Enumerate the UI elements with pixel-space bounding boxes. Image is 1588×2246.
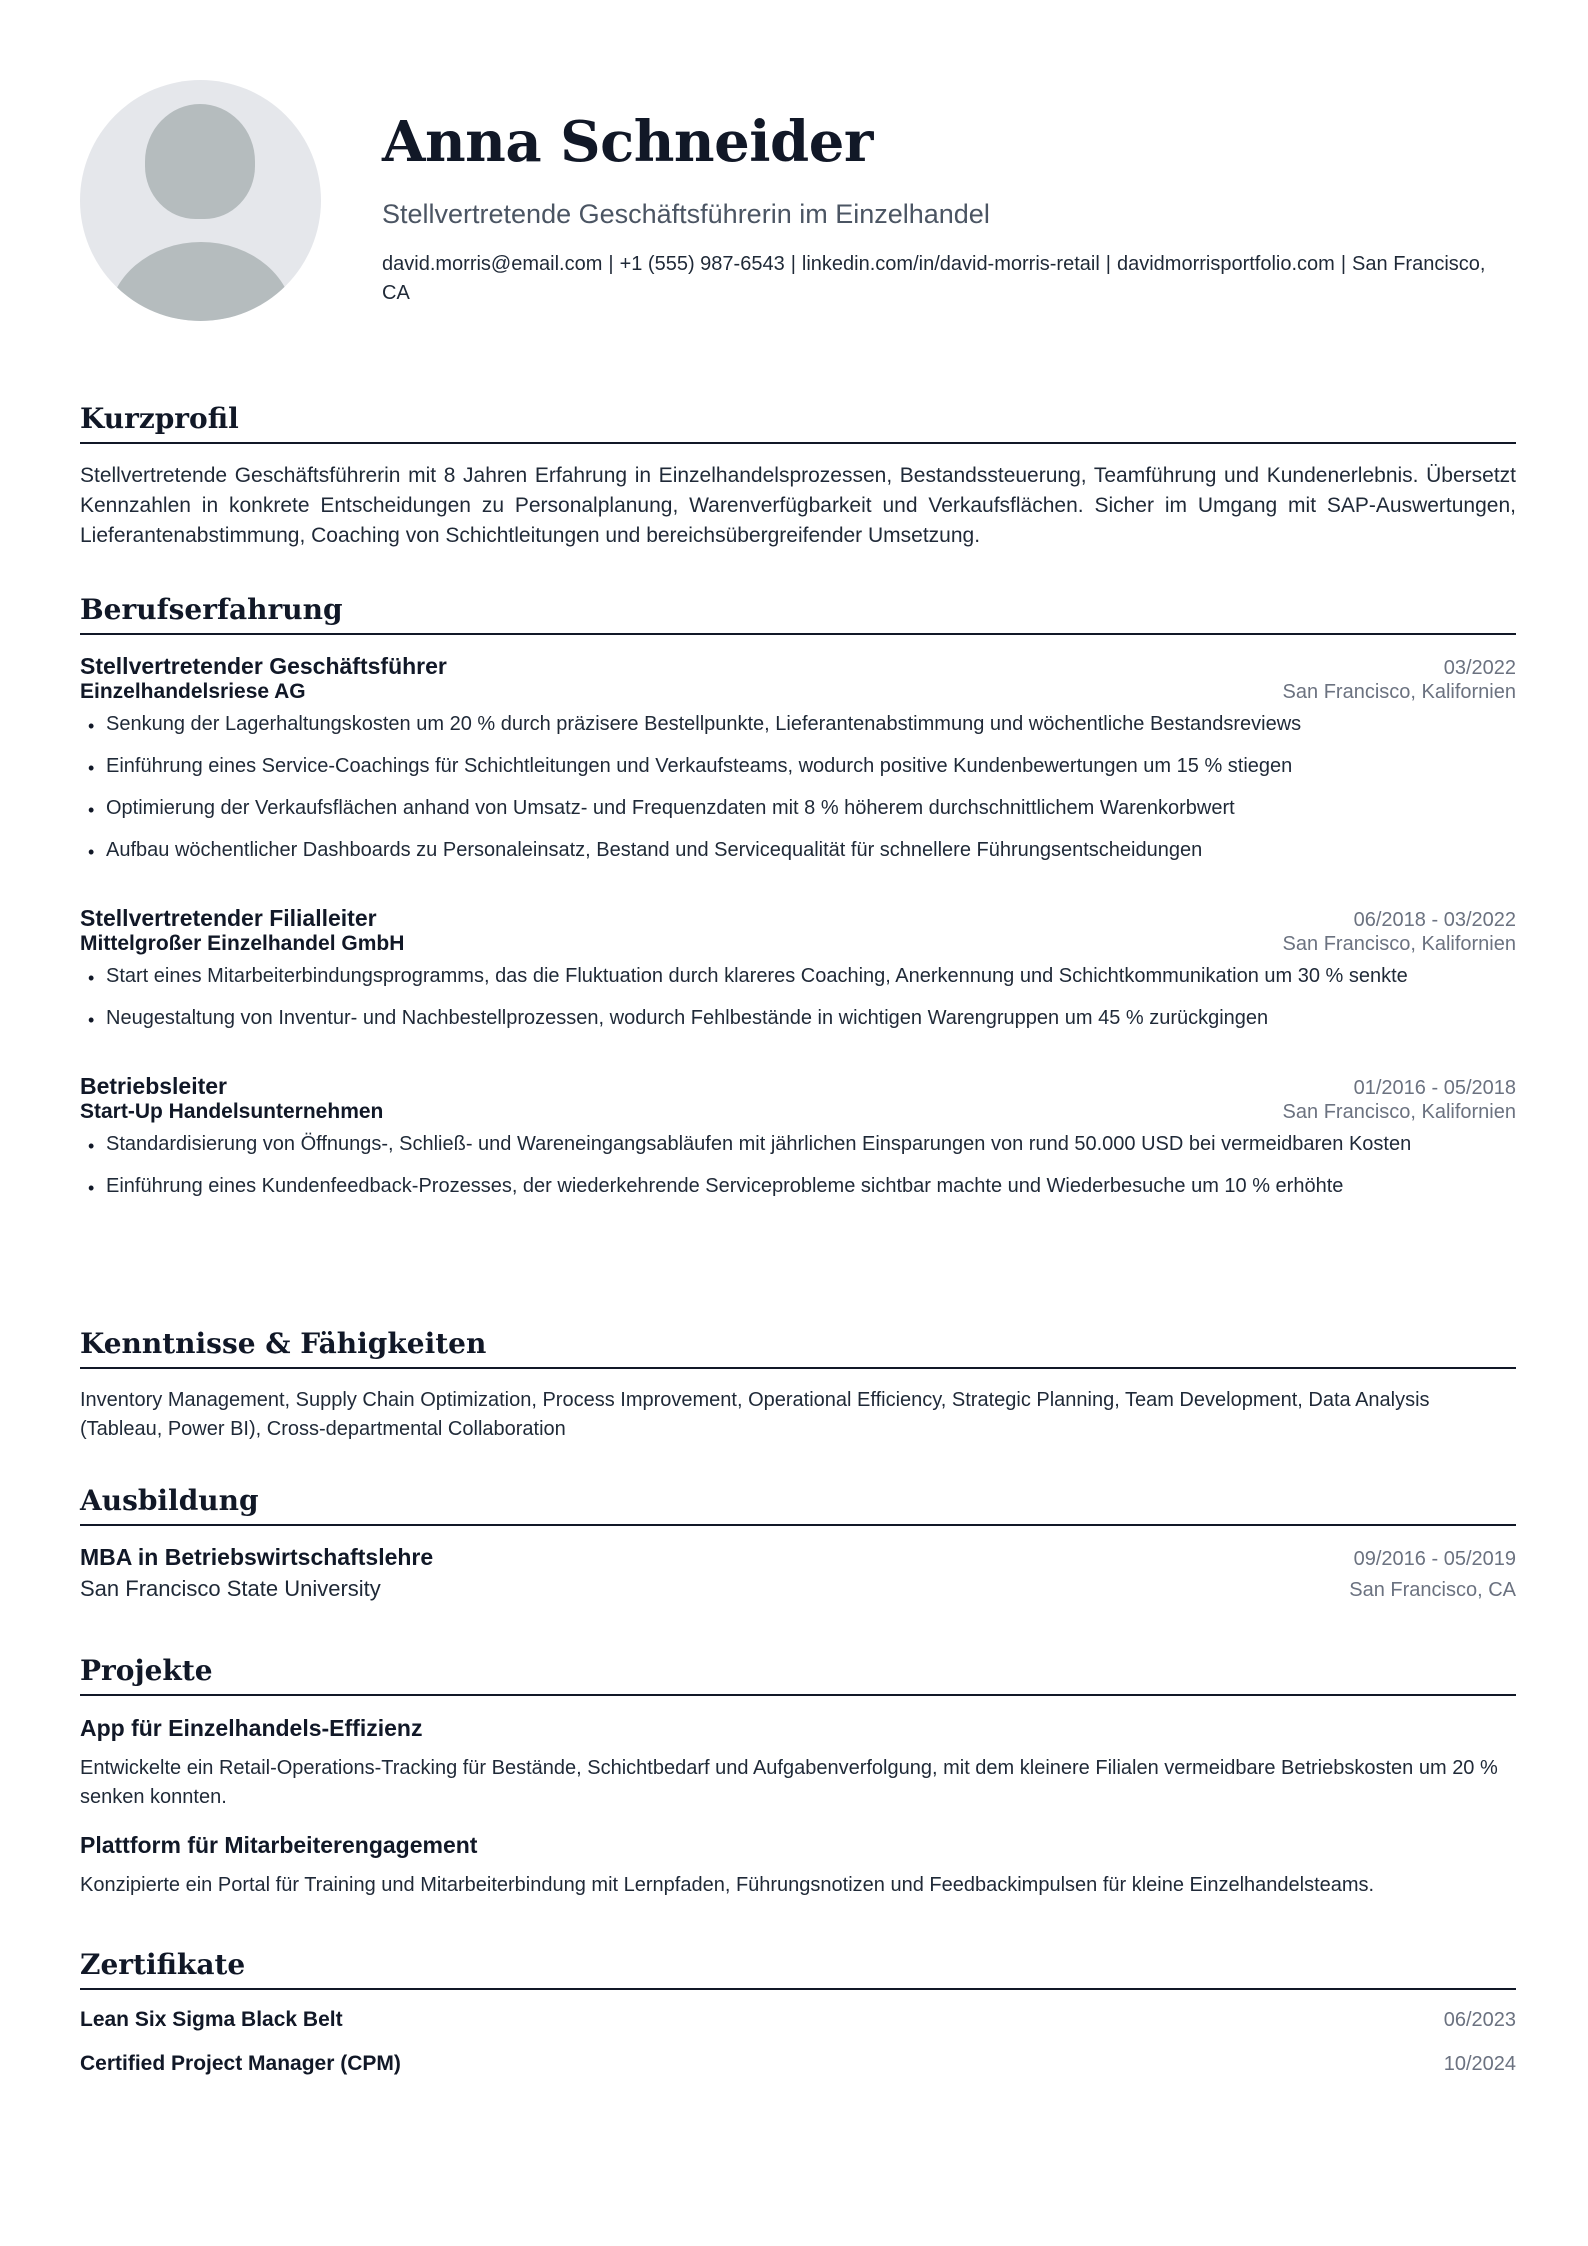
job-bullet: • Standardisierung von Öffnungs-, Schließ- und Wareneingangsabläufen mit jährlichen Einsparungen von rund 50.000 USD bei vermeidbaren Kosten [80,1129,1516,1159]
job-entry [80,653,1516,865]
contact-portfolio[interactable]: davidmorrisportfolio.com [1116,253,1335,276]
job-bullet: • Start eines Mitarbeiterbindungsprogramms, das die Fluktuation durch klareres Coaching, Anerkennung und Schichtkommunikation um 30 % senkte [80,961,1516,991]
contact-separator: | [1340,253,1347,276]
job-bullet: • Aufbau wöchentlicher Dashboards zu Personaleinsatz, Bestand und Servicequalität für schnellere Führungsentscheidungen [80,835,1516,865]
avatar [80,80,321,321]
job-bullets [80,1129,1516,1201]
skills-section [80,1327,1516,1444]
job-company: Einzelhandelsriese AG [80,680,306,703]
job-company-row [80,1100,1516,1124]
summary-text: Stellvertretende Geschäftsführerin mit 8 Jahren Erfahrung in Einzelhandelsprozessen, Bestandssteuerung, Teamführung und Kundenerlebnis. Übersetzt Kennzahlen in konkrete Entscheidungen zu Personalplanung, Warenverfügbarkeit und Verkaufsflächen. Sicher im Umgang mit SAP-Auswertungen, Lieferantenabstimmung, Coaching von Schichtleitungen und bereichsübergreifender Umsetzung. [80,464,1516,547]
education-school: San Francisco State University [80,1576,381,1601]
contact-location: San Francisco, CA [382,253,1486,305]
skills-text: Inventory Management, Supply Chain Optimization, Process Improvement, Operational Efficiency, Strategic Planning, Team Development, Data Analysis (Tableau, Power BI), Cross-departmental Collaboration [80,1389,1430,1440]
certificates-section [80,1948,1516,2076]
contact-phone[interactable]: +1 (555) 987-6543 [619,253,785,276]
job-entry [80,905,1516,1033]
job-bullets [80,709,1516,865]
job-bullet: • Einführung eines Service-Coachings für Schichtleitungen und Verkaufsteams, wodurch positive Kundenbewertungen um 15 % stiegen [80,751,1516,781]
header-info [382,80,1516,308]
contact-separator: | [1105,253,1111,276]
job-header-row [80,653,1516,680]
contact-linkedin[interactable]: linkedin.com/in/david-morris-retail [801,253,1100,276]
education-location: San Francisco, CA [1349,1579,1516,1601]
contact-email[interactable]: david.morris@email.com [382,253,603,276]
job-role: Stellvertretender Filialleiter [80,905,377,931]
job-bullet: • Neugestaltung von Inventur- und Nachbestellprozessen, wodurch Fehlbestände in wichtigen Warengruppen um 45 % zurückgingen [80,1003,1516,1033]
section-heading-education: Ausbildung [80,1487,1516,1526]
summary-section [80,402,1516,551]
resume-page [80,0,1516,2246]
section-heading-skills: Kenntnisse & Fähigkeiten [80,1330,1516,1369]
education-header-row [80,1544,1516,1571]
candidate-name: Anna Schneider [382,109,873,175]
project-entry [80,1715,1516,1812]
education-degree: MBA in Betriebswirtschaftslehre [80,1544,434,1570]
job-date: 03/2022 [1443,657,1516,679]
certificate-name: Lean Six Sigma Black Belt [80,2008,343,2031]
project-title: App für Einzelhandels-Effizienz [80,1715,423,1741]
section-heading-projects: Projekte [80,1657,1516,1696]
project-title: Plattform für Mitarbeiterengagement [80,1832,478,1858]
job-company: Start-Up Handelsunternehmen [80,1100,384,1123]
job-entry [80,1073,1516,1201]
experience-section [80,593,1516,1213]
job-date: 06/2018 - 03/2022 [1353,909,1516,931]
job-role: Betriebsleiter [80,1073,228,1099]
job-location: San Francisco, Kalifornien [1282,1101,1516,1123]
job-company-row [80,932,1516,956]
projects-section [80,1654,1516,1900]
job-date: 01/2016 - 05/2018 [1353,1077,1516,1099]
contact-separator: | [608,253,614,276]
education-date: 09/2016 - 05/2019 [1353,1548,1516,1570]
job-company-row [80,680,1516,704]
project-entry [80,1832,1516,1900]
contact-separator: | [790,253,796,276]
project-description: Konzipierte ein Portal für Training und Mitarbeiterbindung mit Lernpfaden, Führungsnotizen und Feedbackimpulsen für kleine Einzelhandelsteams. [80,1874,1375,1896]
education-entry [80,1544,1516,1602]
job-bullet: • Senkung der Lagerhaltungskosten um 20 % durch präzisere Bestellpunkte, Lieferantenabstimmung und wöchentliche Bestandsreviews [80,709,1516,739]
certificate-row [80,2052,1516,2076]
education-school-row [80,1576,1516,1602]
avatar-body-shape [108,242,294,321]
candidate-title: Stellvertretende Geschäftsführerin im Einzelhandel [382,199,990,229]
job-bullet: • Einführung eines Kundenfeedback-Prozesses, der wiederkehrende Serviceprobleme sichtbar machte und Wiederbesuche um 10 % erhöhte [80,1171,1516,1201]
project-description: Entwickelte ein Retail-Operations-Tracking für Bestände, Schichtbedarf und Aufgabenverfolgung, mit dem kleinere Filialen vermeidbare Betriebskosten um 20 % senken konnten. [80,1757,1498,1808]
certificate-date: 06/2023 [1443,2009,1516,2031]
job-role: Stellvertretender Geschäftsführer [80,653,447,679]
certificate-row [80,2008,1516,2032]
section-heading-certificates: Zertifikate [80,1951,1516,1990]
job-location: San Francisco, Kalifornien [1282,681,1516,703]
job-company: Mittelgroßer Einzelhandel GmbH [80,932,405,955]
job-bullet: • Optimierung der Verkaufsflächen anhand von Umsatz- und Frequenzdaten mit 8 % höherem durchschnittlichem Warenkorbwert [80,793,1516,823]
avatar-head-shape [145,104,255,219]
job-header-row [80,1073,1516,1100]
section-heading-experience: Berufserfahrung [80,596,1516,635]
education-section [80,1484,1516,1602]
certificate-name: Certified Project Manager (CPM) [80,2052,401,2075]
job-header-row [80,905,1516,932]
contact-line [382,250,1512,308]
section-heading-summary: Kurzprofil [80,405,1516,444]
job-bullets [80,961,1516,1033]
resume-header [80,80,1516,325]
certificate-date: 10/2024 [1443,2053,1516,2075]
job-location: San Francisco, Kalifornien [1282,933,1516,955]
